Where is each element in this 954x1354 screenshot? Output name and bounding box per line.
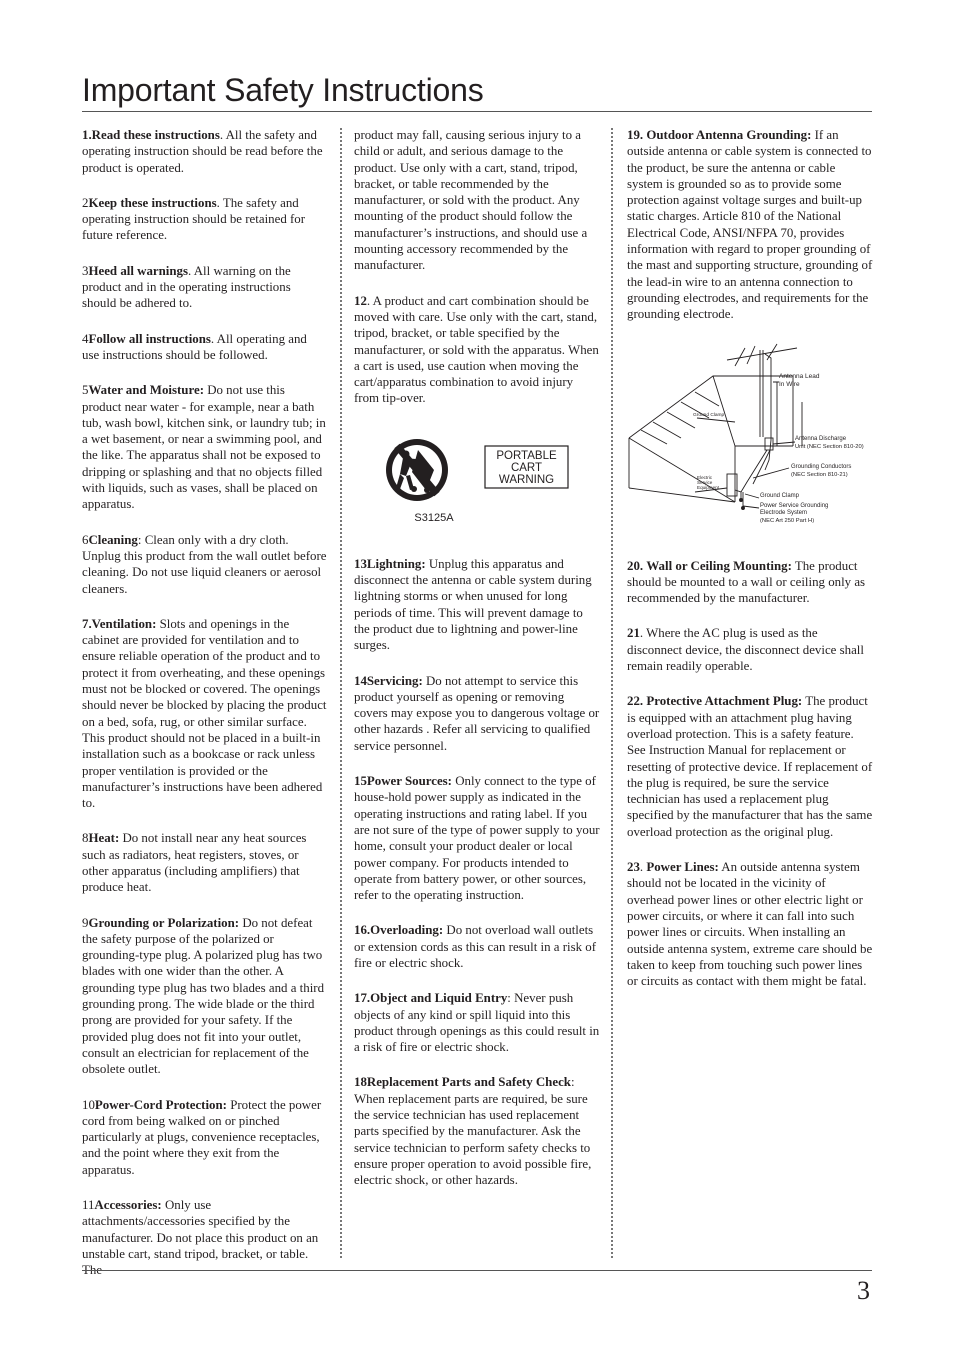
instruction-11 — [82, 1197, 327, 1278]
instruction-number: 1. — [82, 128, 92, 142]
instruction-heading: Wall or Ceiling Mounting: — [646, 558, 792, 573]
instruction-text: Do not overload wall outlets or extension cords as this can result in a risk of fire or electric shock. — [354, 923, 597, 970]
instruction-7 — [82, 616, 327, 812]
instruction-number: 12 — [354, 293, 367, 308]
label-conductors-2: (NEC Section 810-21) — [791, 471, 848, 478]
instruction-heading: Water and Moisture: — [88, 383, 204, 398]
label-power-service-1: Power Service Grounding — [760, 502, 829, 509]
instruction-number: 23 — [627, 860, 640, 875]
label-electric-2: Service — [697, 479, 713, 485]
instruction-1 — [82, 127, 327, 176]
instruction-15 — [354, 773, 600, 903]
figure-code: S3125A — [414, 511, 454, 524]
instruction-number: 5 — [82, 383, 89, 398]
instruction-heading: Power Lines: — [646, 860, 719, 875]
instruction-6 — [82, 532, 327, 597]
instruction-heading: Follow all instructions — [88, 331, 211, 346]
warning-box-line2: CART — [510, 461, 543, 474]
instruction-13 — [354, 556, 600, 654]
instruction-number: 15 — [354, 774, 367, 789]
label-power-service-2: Electrode System — [760, 509, 808, 516]
instruction-12 — [354, 293, 600, 407]
label-ground-clamp-top: Ground Clamp — [693, 412, 725, 418]
instruction-number: 13 — [354, 556, 367, 571]
instruction-19 — [627, 127, 873, 323]
instruction-text: If an outside antenna or cable system is connected to the product, be sure the antenna or cable system is grounded so as to provide some protection against voltage surges and built-up static charges. Article 810 of the National Electrical Code, ANSI/NFPA 70, provides information with regard to proper grounding of the mast and supporting structure, grounding of the lead-in wire to an antenna connection to grounding electrodes, and requirements for the grounding electrode. — [627, 128, 873, 322]
label-antenna-lead-2: In Wire — [779, 380, 800, 388]
label-discharge-2: Unit (NEC Section 810-20) — [795, 443, 864, 450]
instruction-21 — [627, 625, 873, 674]
instruction-5 — [82, 382, 327, 512]
instruction-text: : Clean only with a dry cloth. Unplug this product from the wall outlet before cleaning. Do not use liquid cleaners or aerosol cleaners. — [82, 532, 327, 596]
instruction-number: 17. — [354, 991, 371, 1006]
instruction-number: 19. — [627, 128, 644, 142]
instruction-20 — [627, 558, 873, 607]
instruction-number: 2 — [82, 195, 89, 210]
instruction-17 — [354, 990, 600, 1055]
instruction-text: . The safety and operating instruction should be retained for future reference. — [82, 195, 306, 243]
instruction-2 — [82, 195, 327, 244]
instruction-number: 18 — [354, 1075, 367, 1090]
instruction-14 — [354, 673, 600, 754]
instruction-heading: Heed all warnings — [88, 263, 189, 278]
instruction-text: . Where the AC plug is used as the disconnect device, the disconnect device shall remain readily operable. — [627, 626, 864, 674]
instruction-number: 14 — [354, 673, 367, 688]
footer-rule — [82, 1270, 872, 1271]
instruction-heading: Read these instructions — [91, 128, 220, 142]
warning-box-line1: PORTABLE — [496, 449, 557, 462]
instruction-heading: Power Sources: — [366, 774, 452, 789]
instruction-number: 3 — [82, 263, 89, 278]
cart-tipover-icon — [354, 426, 600, 536]
instruction-text: The product should be mounted to a wall or ceiling only as recommended by the manufacturer. — [627, 558, 866, 606]
antenna-grounding-diagram — [627, 342, 873, 532]
instruction-4 — [82, 331, 327, 364]
instruction-text: Do not defeat the safety purpose of the polarized or grounding-type plug. A polarized plug has two blades with one wider than the other. A grounding type plug has two blades and a third grounding prong. The wide blade or the third prong are provided for your safety. If the provided plug does not fit into your outlet, consult an electrician for replacement of the obsolete outlet. — [82, 915, 325, 1077]
page-title: Important Safety Instructions — [82, 72, 484, 108]
instruction-heading: Accessories: — [94, 1198, 162, 1213]
column-separator — [611, 128, 613, 1258]
column-3 — [627, 127, 873, 1008]
instruction-text: Only use attachments/accessories specified by the manufacturer. Do not place this product on an unstable cart, stand tripod, bracket, or table. The — [82, 1198, 319, 1278]
instruction-number: 20. — [627, 558, 644, 573]
instruction-text: An outside antenna system should not be located in the vicinity of overhead power lines or other electric light or power circuits, or where it can fall into such power lines or circuits. When installing an outside antenna system, extreme care should be taken to keep from touching such power lines or circuits as contact with them might be fatal. — [627, 860, 873, 989]
instruction-11-continued: product may fall, causing serious injury to a child or adult, and serious damage to the product. Use only with a cart, stand, tripod, bracket, or table recommended by the manufacturer, or sold with the product. Any mounting of the product should follow the manufacturer’s instructions, and should use a mounting accessory recommended by the manufacturer. — [354, 128, 588, 273]
label-electric-1: Electric — [697, 474, 713, 480]
instruction-text: Do not use this product near water - for example, near a bath tub, wash bowl, kitchen sink, or laundry tub; in a wet basement, or near a swimming pool, and the like. The apparatus shall not be exposed to dripping or splashing and that no objects filled with liquids, such as vases, shall be placed on apparatus. — [82, 383, 326, 512]
instruction-number: 8 — [82, 831, 89, 846]
instruction-heading: Keep these instructions — [88, 195, 217, 210]
instruction-heading: Servicing: — [366, 673, 423, 688]
instruction-number: 6 — [82, 532, 89, 547]
instruction-number: 9 — [82, 915, 89, 930]
antenna-grounding-figure — [627, 342, 873, 532]
column-2 — [354, 127, 600, 1208]
label-discharge-1: Antenna Discharge — [795, 435, 847, 442]
label-electric-3: Equipment — [697, 484, 719, 490]
instruction-heading: Heat: — [88, 831, 120, 846]
instruction-text: Only connect to the type of house-hold power supply as indicated in the operating instructions and rating label. If you are not sure of the type of power supply to your home, consult your product dealer or local power company. For products intended to operate from battery power, or other sources, refer to the operating instruction. — [354, 774, 600, 903]
instruction-3 — [82, 263, 327, 312]
instruction-text: The product is equipped with an attachment plug having overload protection. This is a safety feature. See Instruction Manual for replacement or resetting of protective device. If replacement of the plug is required, be sure the service technician has used a replacement plug specified by the manufacturer that has the same overload protection as the original plug. — [627, 694, 873, 839]
instruction-9 — [82, 915, 327, 1078]
label-conductors-1: Grounding Conductors — [791, 463, 852, 470]
label-ground-clamp: Ground Clamp — [760, 492, 800, 499]
instruction-number: 10 — [82, 1097, 95, 1112]
instruction-text: Protect the power cord from being walked on or pinched particularly at plugs, convenience receptacles, and the point where they exit from the apparatus. — [82, 1097, 322, 1177]
instruction-10 — [82, 1097, 327, 1178]
instruction-heading: Grounding or Polarization: — [88, 915, 240, 930]
instruction-text: Do not install near any heat sources such as radiators, heat registers, stoves, or other apparatus (including amplifiers) that produce heat. — [82, 831, 307, 895]
instruction-text: : Never push objects of any kind or spill liquid into this product through openings as this could result in a risk of fire or electric shock. — [354, 991, 600, 1055]
instruction-text: . All the safety and operating instruction should be read before the product is operated. — [82, 128, 323, 175]
instruction-text: . A product and cart combination should be moved with care. Use only with the cart, stand, tripod, bracket, or table specified by the manufacturer, or sold with the apparatus. When a cart is used, use caution when moving the cart/apparatus combination to avoid injury from tip-over. — [354, 293, 599, 406]
instruction-8 — [82, 830, 327, 895]
title-rule — [82, 111, 872, 112]
instruction-heading: Outdoor Antenna Grounding: — [646, 128, 812, 142]
instruction-number: 21 — [627, 626, 640, 641]
warning-box-line3: WARNING — [498, 473, 555, 486]
instruction-text: . All operating and use instructions should be followed. — [82, 331, 307, 362]
instruction-heading: Overloading: — [370, 923, 444, 938]
portable-cart-warning-figure — [354, 426, 600, 536]
instruction-heading: Protective Attachment Plug: — [646, 694, 803, 709]
instruction-number: 4 — [82, 331, 89, 346]
instruction-heading: Lightning: — [366, 556, 426, 571]
instruction-text: Do not attempt to service this product yourself as opening or removing covers may expose you to dangerous voltage or other hazards . Refer all servicing to qualified service personnel. — [354, 673, 600, 753]
instruction-number: 11 — [82, 1198, 95, 1213]
instruction-heading: Replacement Parts and Safety Check — [366, 1075, 571, 1090]
instruction-text: . All warning on the product and in the operating instructions should be adhered to. — [82, 263, 291, 311]
instruction-number: 16. — [354, 923, 371, 938]
column-separator — [340, 128, 342, 1258]
instruction-heading: Cleaning — [88, 532, 138, 547]
instruction-heading: Ventilation: — [91, 616, 157, 631]
instruction-16 — [354, 922, 600, 971]
instruction-text: Slots and openings in the cabinet are provided for ventilation and to ensure reliable operation of the product and to protect it from overheating, and these openings must not be blocked or covered. The openings should never be blocked by placing the product on a bed, sofa, rug, or other similar surface. This product should not be placed in a built-in installation such as a bookcase or rack unless proper ventilation is provided or the manufacturer’s instructions have been adhered to. — [82, 616, 327, 811]
instruction-heading: Object and Liquid Entry — [370, 991, 508, 1006]
instruction-text: : When replacement parts are required, be sure the service technician has used replacement parts specified by the manufacturer. Ask the service technician to perform safety checks to ensure proper operation to avoid possible fire, electric shock, or other hazards. — [354, 1075, 592, 1188]
page-number: 3 — [857, 1276, 870, 1305]
instruction-number: 7. — [82, 616, 92, 631]
instruction-number: 22. — [627, 694, 644, 709]
label-antenna-lead-1: Antenna Lead — [779, 372, 820, 380]
instruction-18 — [354, 1074, 600, 1188]
instruction-23: 23. Power Lines: An outside antenna system should not be located in the vicinity of overhead power lines or other electric light or power circuits, or where it can fall into such power lines or circuits. When installing an outside antenna system, extreme care should be taken to keep from touching such power lines or circuits as contact with them might be fatal. — [627, 860, 873, 989]
column-1 — [82, 127, 327, 1298]
instruction-heading: Power-Cord Protection: — [94, 1097, 227, 1112]
instruction-text: Unplug this apparatus and disconnect the antenna or cable system during lightning storms or when unused for long periods of time. This will prevent damage to the product due to lightning and power-line surges. — [354, 556, 592, 653]
label-power-service-3: (NEC Art 250 Part H) — [760, 517, 815, 524]
instruction-22 — [627, 693, 873, 840]
